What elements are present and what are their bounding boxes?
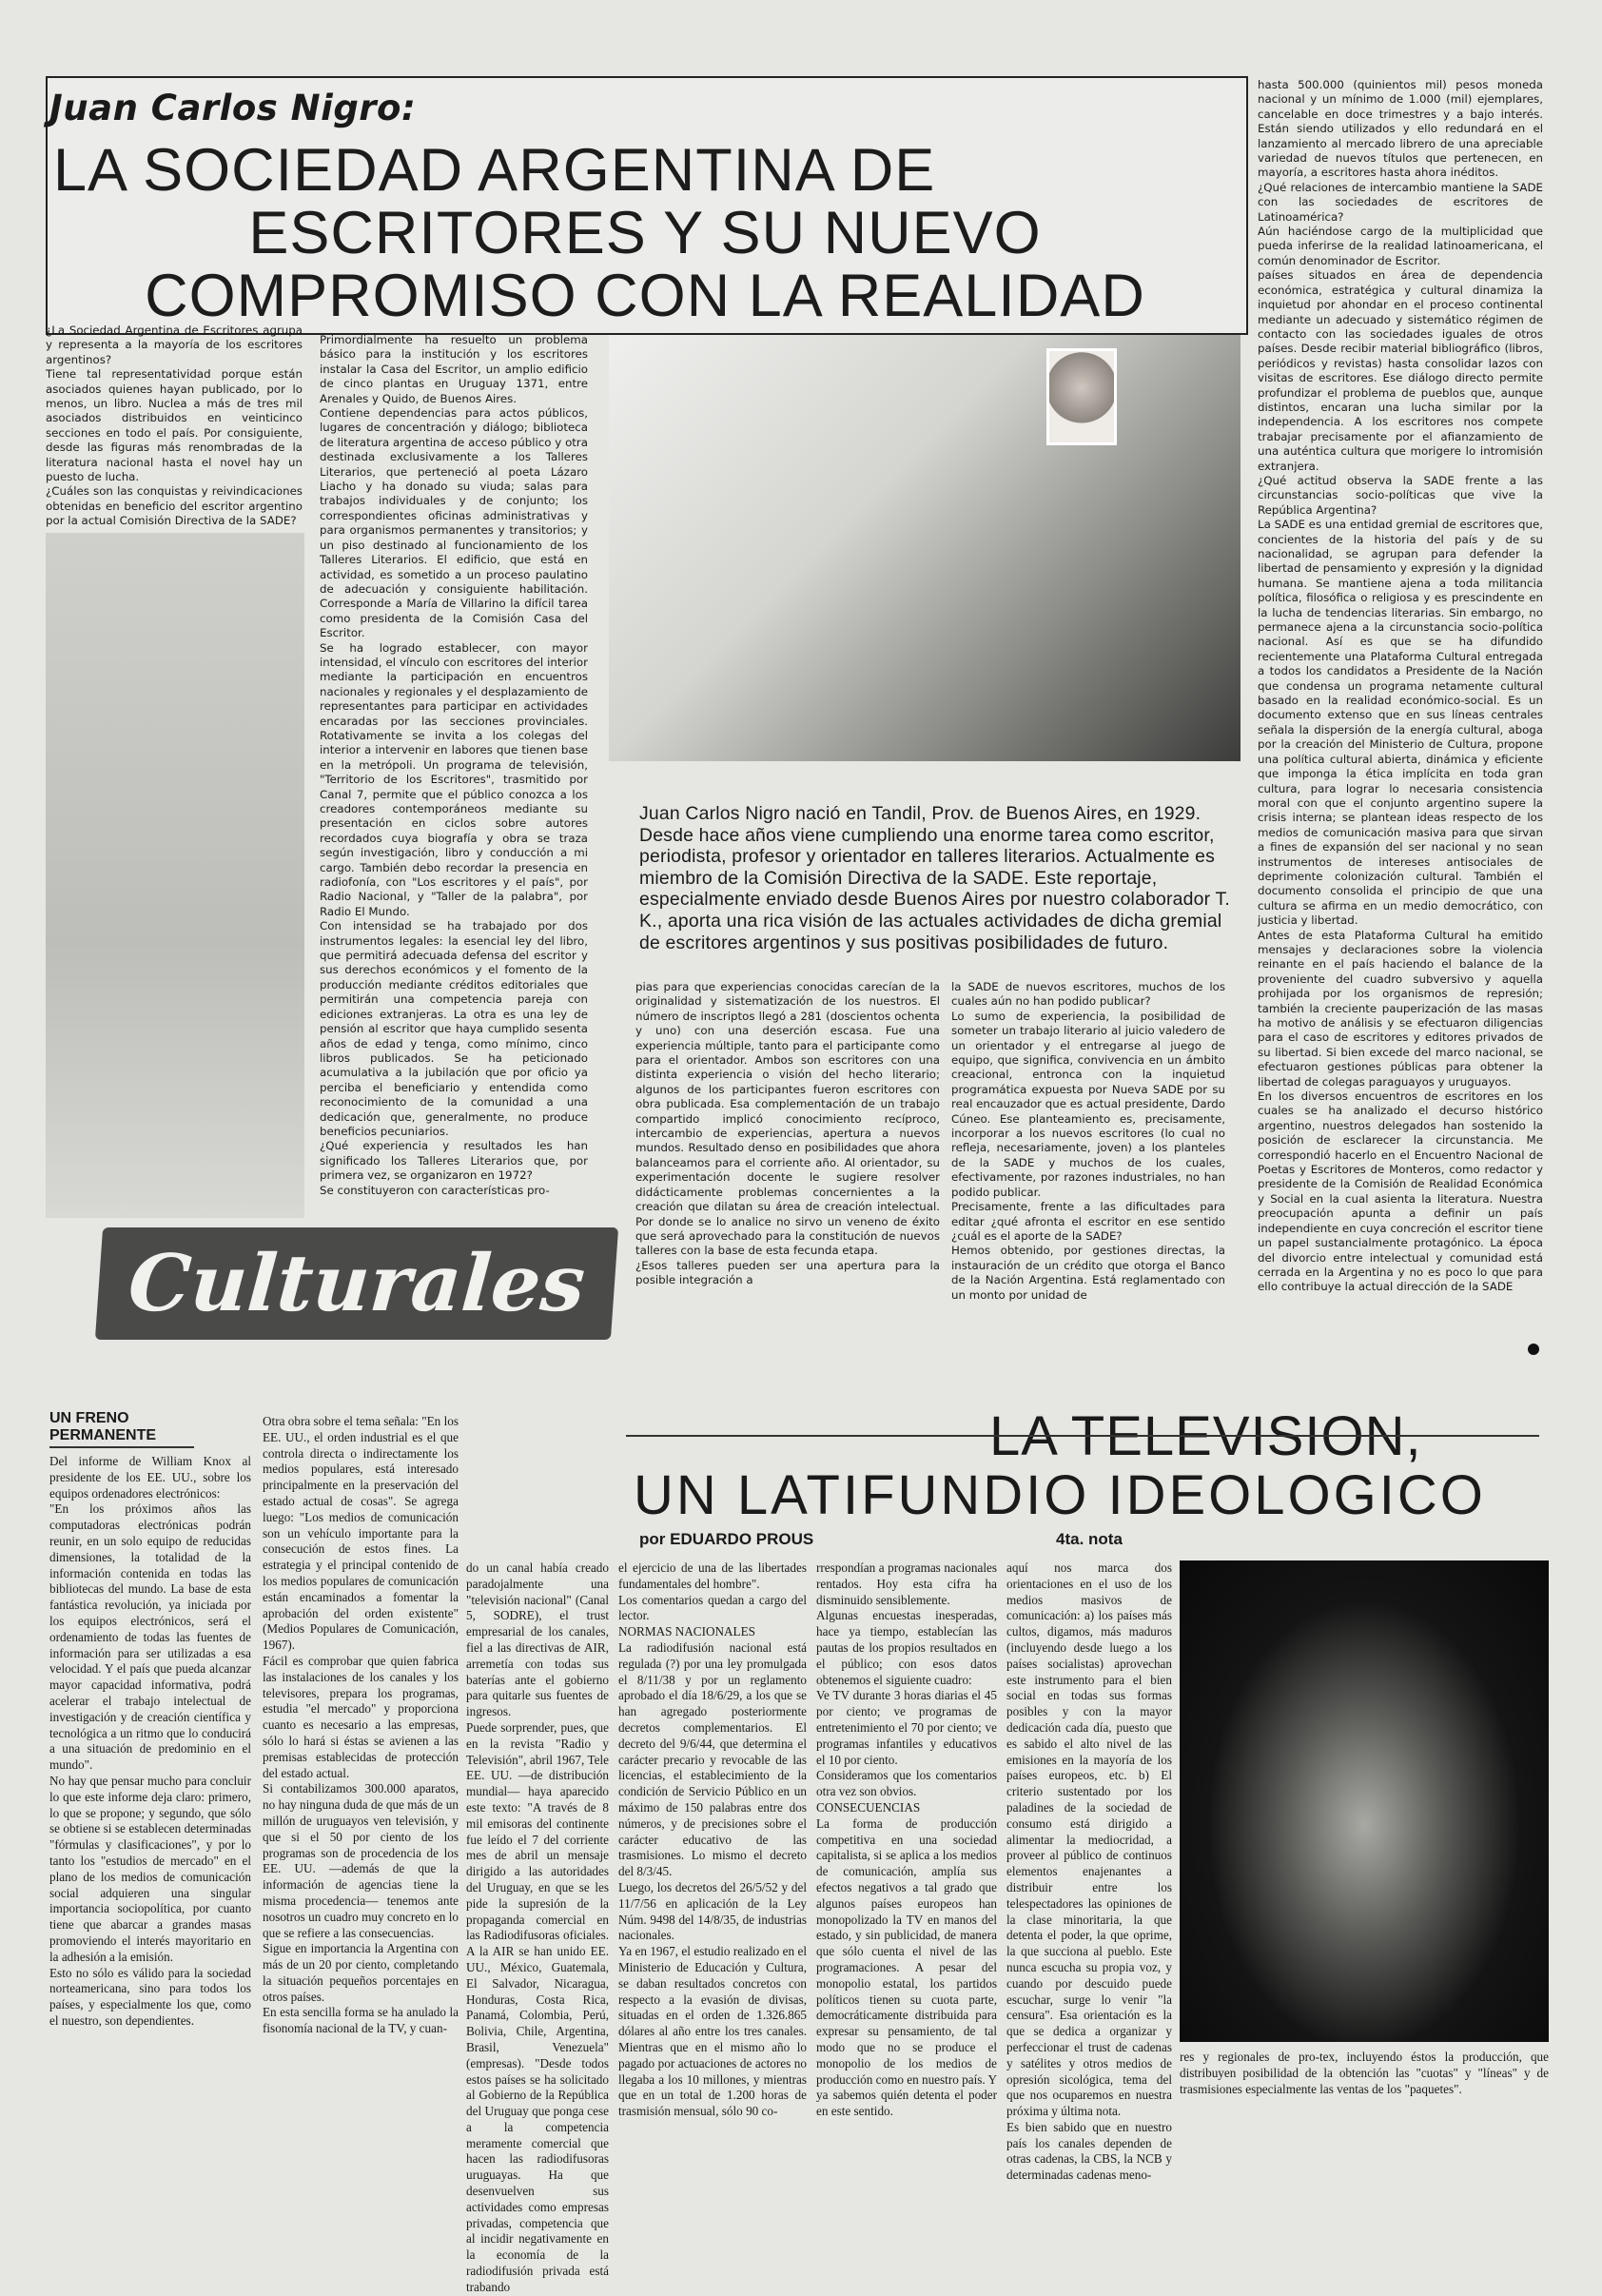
end-of-article-dot	[1525, 1341, 1539, 1358]
freno-column-1: Del informe de William Knox al presidente de los EE. UU., sobre los equipos ordenadores electrónicos: "En los próximos años las computadoras electrónicas podrán reunir, en un solo equipo de reducidas dimensiones, la totalidad de la información contenida en todas las bibliotecas del mundo. La base de esta fantástica revolución, ya iniciada por los equipos electrónicos, será el ordenamiento de todas las fuentes de información para ser utilizadas a esa velocidad. Y el país que pueda alcanzar mayor capacidad informativa, podrá acelerar el trabajo intelectual de investigación y de creación científica y tecnológica a un ritmo que lo conducirá a una situación de predominio en el mundo". No hay que pensar mucho para concluir lo que este informe deja claro: primero, lo que se propone; y segundo, que sólo se obtiene si se establecen determinadas "fórmulas y clasificaciones", y por lo tanto los "estudios de mercado" en el plano de los medios de comunicación social adquieren una singular importancia sociopolítica, por cuanto tiene que abarcar a grandes masas promoviendo el interés mayoritario en la adhesión a la emisión. Esto no sólo es válido para la sociedad norteamericana, sino para todos los países, y especialmente los que, como el nuestro, son dependientes.	[49, 1454, 251, 2028]
interview-column-3: pias para que experiencias conocidas carecían de la originalidad y sistematización de los nuestros. El número de inscriptos llegó a 281 (doscientos ochenta y uno) con una deserción escasa. Fue una experiencia múltiple, tanto para el participante como para el orientador. Ambos son escritores con una distinta experiencia o visión del hecho literario; algunos de los participantes fueron escritores con obra publicada. Esa complementación de un trabajo compartido implicó conocimiento recíproco, intercambio de experiencias, apertura a nuevos mundos. Resultado denso en posibilidades que ahora balanceamos para el corriente año. Al orientador, su experimentación docente le sugiere resolver didácticamente problemas concernientes a la creación que dilatan su área de creación intelectual. Por donde se lo analice no sirvo un veneno de éxito que será aprovechado para la constitución de nuevos talleres con la base de esta fecunda etapa. ¿Esos talleres pueden ser una apertura para la posible integración a	[635, 980, 940, 1287]
headline-line-2: ESCRITORES Y SU NUEVO	[248, 200, 1042, 266]
freno-column-7: res y regionales de pro-tex, incluyendo éstos la producción, que distribuyen posibilidad de la obtención las "cuotas" y "líneas" y de trasmisiones especialmente las ventas de los "paquetes".	[1180, 2050, 1549, 2096]
tv-byline: por EDUARDO PROUS	[639, 1530, 814, 1548]
freno-column-5: rrespondían a programas nacionales rentados. Hoy esta cifra ha disminuido sensiblemente. Algunas encuestas inesperadas, hace ya tiempo, establecían las pautas de los propios resultados en el público; con esos datos obtenemos el siguiente cuadro: Ve TV durante 3 horas diarias el 45 por ciento; ve programas de entretenimiento el 70 por ciento; ve programas infantiles y educativos el 10 por ciento. Consideramos que los comentarios otra vez son obvios. CONSECUENCIAS La forma de producción competitiva en una sociedad capitalista, si se aplica a los medios de comunicación, amplía sus efectos negativos a tal grado que algunos países europeos han monopolizado la TV en manos del estado, y sin publicidad, de manera que sólo cuenta el nivel de las programaciones. A pesar del monopolio estatal, los partidos políticos tienen su cuota parte, democráticamente distribuida para expresar su pensamiento, de tal modo que no se produce el monopolio de los medios de producción como en nuestro país. Y ya sabemos quién detenta el poder en este sentido.	[816, 1560, 997, 2119]
television-photo	[1180, 1560, 1549, 2042]
tv-nota-number: 4ta. nota	[1056, 1530, 1123, 1548]
interview-column-4: la SADE de nuevos escritores, muchos de los cuales aún no han podido publicar? Lo sumo de experiencia, la posibilidad de someter un trabajo literario al juicio valedero de un orientador y el entregarse al juego de equipo, que significa, convivencia en un ámbito creacional, entronca con la inquietud programática expuesta por Nueva SADE por su real encauzador que es actual presidente, Dardo Cúneo. Ese planteamiento es, precisamente, incorporar a los nuevos escritores (lo cual no refleja, necesariamente, joven) a los planteles de la SADE y muchos de los cuales, efectivamente, por razones industriales, no han podido publicar. Precisamente, frente a las dificultades para editar ¿qué afronta el escritor en ese sentido ¿cuál es el aporte de la SADE? Hemos obtenido, por gestiones directas, la instauración de un crédito que otorga el Banco de la Nación Argentina. Está reglamentado con un monto por unidad de	[951, 980, 1225, 1302]
interview-column-2: Primordialmente ha resuelto un problema básico para la institución y los escritores instalar la Casa del Escritor, un amplio edificio de cinco plantas en Uruguay 1371, entre Arenales y Quido, de Buenos Aires. Contiene dependencias para actos públicos, lugares de concentración y diálogo; biblioteca de literatura argentina de acceso público y otra destinada exclusivamente a los Talleres Literarios, que perteneció al poeta Lázaro Liacho y ha donado su viuda; salas para trabajos individuales y de conjunto; los correspondientes oficinas administrativas y para organismos permanentes y transitorios; y un piso destinado al funcionamiento de los Talleres Literarios. El edificio, que está en actividad, es sometido a un proceso paulatino de adecuación y consiguiente habilitación. Corresponde a María de Villarino la difícil tarea como presidenta de la Comisión Casa del Escritor. Se ha logrado establecer, con mayor intensidad, el vínculo con escritores del interior mediante la participación en encuentros nacionales y regionales y el desplazamiento de representantes para participar en actividades encaradas por las secciones provinciales. Rotativamente se invita a los colegas del interior a intervenir en labores que tienen base en la metrópoli. Un programa de televisión, "Territorio de los Escritores", trasmitido por Canal 7, permite que el público conozca a los creadores contemporáneos mediante su presentación en ciclos sobre autores recordados cuya biografía y obra se traza según investigación, libro y conducción a mi cargo. También debo recordar la presencia en radiofonía, con "Los escritores y el país", por Radio Nacional, y "Taller de la palabra", por Radio El Mundo. Con intensidad se ha trabajado por dos instrumentos legales: la esencial ley del libro, que permitirá adecuada defensa del escritor y sus derechos económicos y el fomento de la producción mediante créditos editoriales que permitirán una competencia pareja con ediciones extranjeras. La otra es una ley de pensión al escritor que haya cumplido sesenta años de edad y tenga, como mínimo, cinco libros publicados. Se ha peticionado acumulativa a la jubilación que por oficio ya perciba el beneficiario y entendida como reconocimiento de la comunidad a una dedicación que, generalmente, no produce beneficios pecuniarios. ¿Qué experiencia y resultados les han significado los Talleres Literarios que, por primera vez, se organizaron en 1972? Se constituyeron con características pro-	[320, 333, 588, 1197]
blank-photo-area	[46, 533, 304, 1218]
tv-title-line-1: LA TELEVISION,	[989, 1405, 1422, 1467]
tv-title-line-2: UN LATIFUNDIO IDEOLOGICO	[634, 1464, 1486, 1526]
photo-caption: Juan Carlos Nigro nació en Tandil, Prov. de Buenos Aires, en 1929. Desde hace años viene cumpliendo una enorme tarea como escritor, periodista, profesor y orientador en talleres literarios. Actualmente es miembro de la Comisión Directiva de la SADE. Este reportaje, especialmente enviado desde Buenos Aires por nuestro colaborador T. K., aporta una rica visión de las actuales actividades de dicha gremial de escritores argentinos y sus positivas posibilidades de futuro.	[639, 803, 1231, 953]
interview-column-1: ¿La Sociedad Argentina de Escritores agrupa y representa a la mayoría de los escritores argentinos? Tiene tal representatividad porque están asociados quienes hayan publicado, por lo menos, un libro. Nuclea a más de tres mil asociados distribuidos en veinticinco secciones en todo el país. Por consiguiente, desde las figuras más renombradas de la literatura nacional hasta el novel hay un puesto de lucha. ¿Cuáles son las conquistas y reivindicaciones obtenidas en beneficio del escritor argentino por la actual Comisión Directiva de la SADE?	[46, 324, 303, 528]
freno-heading-rule	[49, 1446, 194, 1448]
freno-column-6: aquí nos marca dos orientaciones en el uso de los medios masivos de comunicación: a) los países más cultos, digamos, más maduros (incluyendo desde luego a los países socialistas) aprovechan este instrumento para el bien social en todas sus formas posibles y con la mayor dedicación cada día, puesto que es sabido el alto nivel de las emisiones en la mayoría de los países europeos, etc. b) El criterio sustentado por los paladines de la sociedad de consumo está dirigido a alimentar la mediocridad, a proveer al público de continuos elementos enajenantes a distribuir entre los telespectadores las opiniones de la clase minoritaria, la que detenta el poder, la que oprime, la que succiona al pueblo. Este nunca escucha su propia voz, y cuando por descuido puede escuchar, surge lo venir "la censura". Esa orientación es la que se dedica a organizar y perfeccionar el trust de cadenas y satélites y otros medios de opresión sicológica, tema del que nos ocuparemos en nuestra próxima y última nota. Es bien sabido que en nuestro país los canales dependen de otras cadenas, la CBS, la NCB y determinadas cadenas meno-	[1006, 1560, 1172, 2183]
headline-kicker: Juan Carlos Nigro:	[49, 88, 417, 128]
portrait-photo	[609, 335, 1241, 761]
interview-column-5: hasta 500.000 (quinientos mil) pesos moneda nacional y un mínimo de 1.000 (mil) ejemplares, cancelable en doce trimestres y a bajo interés. Están siendo utilizados y ello redundará en el lanzamiento al mercado librero de una apreciable variedad de nuevos títulos que pertenecen, en mayoría, a escritores hasta ahora inéditos. ¿Qué relaciones de intercambio mantiene la SADE con las sociedades de escritores de Latinoamérica? Aún haciéndose cargo de la multiplicidad que pueda inferirse de la realidad latinoamericana, el común denominador de Escritor. países situados en área de dependencia económica, estratégica y cultural dinamiza la inquietud por ahondar en el proceso continental mediante un adecuado y sistemático régimen de contacto con las sociedades iguales de otros países. Desde recibir material bibliográfico (libros, periódicos y revistas) hasta consolidar lazos con visitas de escritores. Ese diálogo directo permite profundizar el problema de pueblos que, aunque distintos, encaran una lucha similar por la independencia. A los escritores nos compete trabajar precisamente por el afianzamiento de una auténtica cultura que morigere lo intromisión extranjera. ¿Qué actitud observa la SADE frente a las circunstancias socio-políticas que vive la República Argentina? La SADE es una entidad gremial de escritores que, concientes de la historia del país y de su nacionalidad, se agrupan para defender la libertad de pensamiento y expresión y la dignidad humana. Se mantiene ajena a toda militancia política, filosófica o religiosa y es prescindente en la lucha de tendencias literarias. Sin embargo, no permanece ajena a la circunstancia socio-política nacional. Así es que se ha difundido recientemente una Plataforma Cultural entregada a todos los candidatos a Presidente de la Nación que condensa un programa netamente cultural basado en la realidad económico-social. Es un documento extenso que en sus líneas centrales señala la dispersión de la energía cultural, aboga por la creación del Ministerio de Cultura, propone una política cultural abierta, dinámica y eficiente que imponga la ética implícita en toda gran cultura, para lograr lo necesaria consistencia moral con que el conjunto argentino supere la crisis interna; se plantean ideas respecto de los medios de comunicación masiva para que sirvan a fines de expansión del ser nacional y no sean instrumentos de intereses antisociales de deprimente colonización cultural. También el documento consolida el principio de que una cultura se afirma en un medio democrático, con justicia y libertad. Antes de esta Plataforma Cultural ha emitido mensajes y declaraciones sobre la violencia reinante en el país haciendo el balance de la proveniente del cuadro subversivo y aquella prohijada por los organismos de represión; también la creciente pauperización de las masas ha motivo de análisis y se efectuaron diligencias para el caso de escritores y editores privados de su libertad. Si bien excede del marco nacional, se efectuaron gestiones públicas para obtener la libertad de colegas paraguayos y uruguayos. En los diversos encuentros de escritores en los cuales se ha analizado el decurso histórico argentino, nuestros delegados han sostenido la posición de esclarecer la circunstancia. Me correspondió hacerlo en el Encuentro Nacional de Poetas y Escritores de Monteros, como redactor y presidente de la Comisión de Realidad Económica y Social en la cual asienta la literatura. Nuestra preocupación apunta a definir un país independiente en cuya concreción el escritor tiene un papel sustancialmente protagónico. La época del divorcio entre intelectual y comunidad está cerrada en la Argentina y no es poco lo que para ello contribuye la actual dirección de la SADE	[1258, 78, 1543, 1294]
freno-column-4: el ejercicio de una de las libertades fundamentales del hombre". Los comentarios quedan a cargo del lector. NORMAS NACIONALES La radiodifusión nacional está regulada (?) por una ley promulgada el 8/11/38 y por un reglamento aprobado el día 18/6/29, a los que se han agregado posteriormente decretos complementarios. El decreto del 9/6/44, que determina el carácter precario y revocable de las licencias, el establecimiento de la condición de Servicio Público en un máximo de 150 palabras entre dos números, y de precisiones sobre el carácter educativo de las trasmisiones. Lo mismo el decreto del 8/3/45. Luego, los decretos del 26/5/52 y del 11/7/56 en aplicación de la Ley Núm. 9498 del 14/8/35, de industrias nacionales. Ya en 1967, el estudio realizado en el Ministerio de Educación y Cultura, se daban resultados concretos con respecto a la evasión de divisas, situadas en el orden de 1.326.865 dólares al año entre los tres canales. Mientras que en el mismo año lo pagado por actuaciones de actores no llegaba a los 10 millones, y mientras que en un total de 1.200 horas de trasmisión mensual, sólo 90 co-	[618, 1560, 807, 2119]
freno-column-2: Otra obra sobre el tema señala: "En los EE. UU., el orden industrial es el que controla directa o indirectamente los medios populares, está interesado principalmente en la preservación del estado actual de cosas". Se agrega luego: "Los medios de comunicación son un vehículo importante para la consecución de estos fines. La estrategia y el principal contenido de los medios populares de comunicación están encaminados a fomentar la aprobación del orden existente" (Medios Populares de Comunicación, 1967). Fácil es comprobar que quien fabrica las instalaciones de los canales y los televisores, prepara los programas, estudia "el mercado" y proporciona cuanto es necesario a las empresas, sólo lo hará si éstas se avienen a las premisas establecidas de protección del estado actual. Si contabilizamos 300.000 aparatos, no hay ninguna duda de que más de un millón de uruguayos ven televisión, y que si el 50 por ciento de los programas son de procedencia de los EE. UU. —además de que la información de agencias tiene la misma procedencia— tenemos ante nosotros un cuadro muy concreto en lo que se refiere a las consecuencias. Sigue en importancia la Argentina con más de un 20 por ciento, completando la situación pequeños porcentajes en otros países. En esta sencilla forma se ha anulado la fisonomía nacional de la TV, y cuan-	[263, 1414, 459, 2036]
headline-line-1: LA SOCIEDAD ARGENTINA DE	[53, 137, 936, 204]
headline-title	[46, 139, 1244, 327]
freno-heading-line-2: PERMANENTE	[49, 1427, 157, 1443]
freno-heading-line-1: UN FRENO	[49, 1410, 129, 1426]
section-banner-culturales: Culturales	[95, 1227, 618, 1340]
small-portrait-photo	[1046, 348, 1117, 445]
freno-column-3: do un canal había creado paradojalmente una "televisión nacional" (Canal 5, SODRE), el trust empresarial de los canales, fiel a las directivas de AIR, arremetía con todas sus baterías ante el gobierno para quitarle sus fuentes de ingresos. Puede sorprender, pues, que en la revista "Radio y Televisión", abril 1967, Tele EE. UU. —de distribución mundial— haya aparecido este texto: "A través de 8 mil emisoras del continente fue leído el 7 del corriente mes de abril un mensaje dirigido a las autoridades del Uruguay, en que se les pide la supresión de la propaganda comercial en las Radiodifusoras oficiales. A la AIR se han unido EE. UU., México, Guatemala, El Salvador, Nicaragua, Honduras, Costa Rica, Panamá, Colombia, Perú, Bolivia, Chile, Argentina, Brasil, Venezuela" (empresas). "Desde todos estos países se ha solicitado al Gobierno de la República del Uruguay que ponga cese a la competencia meramente comercial que hacen las radiodifusoras uruguayas. Ha que desenvuelven sus actividades como empresas privadas, competencia que al incidir negativamente en la economía de la radiodifusión privada está trabando	[466, 1560, 609, 2294]
headline-line-3: COMPROMISO CON LA REALIDAD	[145, 263, 1145, 329]
freno-heading	[49, 1410, 156, 1444]
